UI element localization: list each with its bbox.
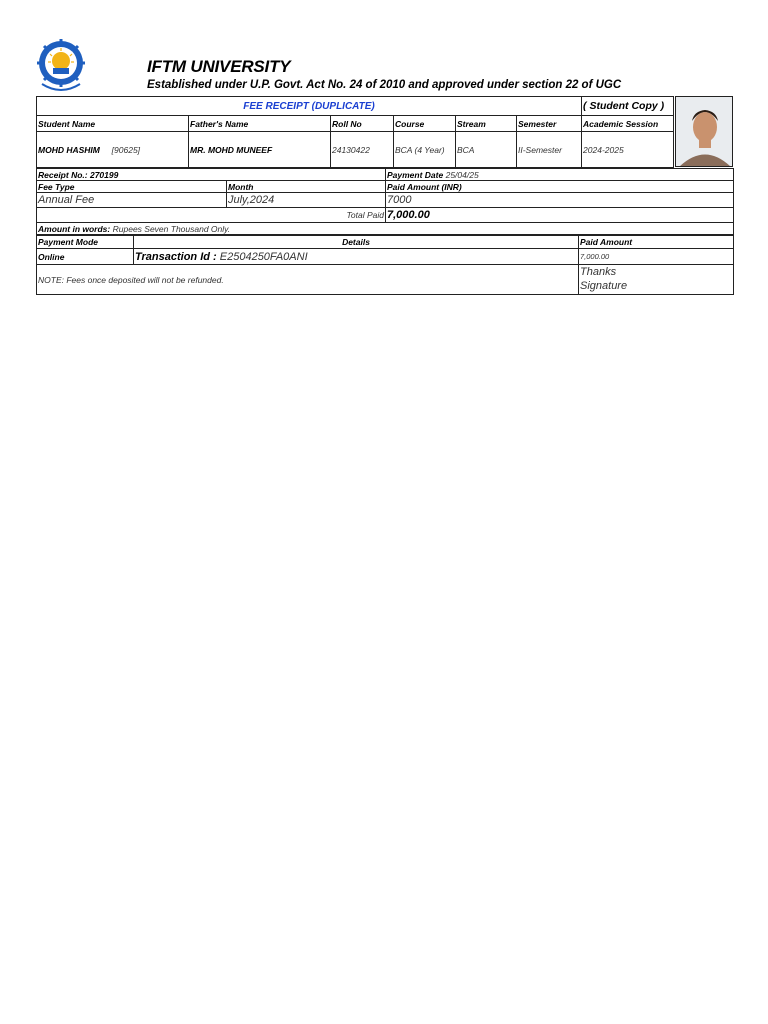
total-paid: 7,000.00 (386, 208, 734, 223)
receipt-title: FEE RECEIPT (DUPLICATE) (37, 97, 582, 116)
paid-amount-inr-label: Paid Amount (INR) (386, 181, 734, 193)
university-logo-icon (36, 38, 86, 94)
copy-label: ( Student Copy ) (582, 97, 674, 116)
signature-cell (579, 265, 734, 295)
payment-mode-label: Payment Mode (37, 236, 134, 249)
roll-no: 24130422 (331, 132, 394, 168)
signature-text: Signature (580, 280, 628, 292)
stream: BCA (456, 132, 517, 168)
payment-date: 25/04/25 (445, 169, 479, 180)
university-subtitle: Established under U.P. Govt. Act No. 24 of 2010 and approved under section 22 of UGC (147, 79, 622, 91)
column-student-name: Student Name (37, 116, 189, 132)
course: BCA (4 Year) (394, 132, 456, 168)
university-title: IFTM UNIVERSITY (147, 57, 291, 76)
month-label: Month (227, 181, 386, 193)
student-name: MOHD HASHIM (38, 144, 100, 155)
receipt-details-table (36, 235, 734, 295)
student-id: [90625] (111, 144, 141, 155)
payment-date-cell (386, 169, 734, 181)
fee-type: Annual Fee (37, 193, 227, 208)
fee-receipt (36, 96, 733, 295)
transaction-cell (134, 249, 579, 265)
column-academic-session: Academic Session (582, 116, 674, 132)
transaction-id: E2504250FA0ANI (219, 250, 308, 263)
receipt-payment-table (36, 168, 734, 235)
amount-words-cell (37, 223, 734, 235)
total-paid-label: Total Paid (37, 208, 386, 223)
column-course: Course (394, 116, 456, 132)
transaction-label: Transaction Id : (135, 250, 217, 263)
month: July,2024 (227, 193, 386, 208)
academic-session: 2024-2025 (582, 132, 674, 168)
semester: II-Semester (517, 132, 582, 168)
paid-amount-label: Paid Amount (579, 236, 734, 249)
column-father-name: Father's Name (189, 116, 331, 132)
column-semester: Semester (517, 116, 582, 132)
payment-mode: Online (37, 249, 134, 265)
amount-words-label: Amount in words: (38, 223, 111, 234)
refund-note: NOTE: Fees once deposited will not be refunded. (37, 265, 579, 295)
column-stream: Stream (456, 116, 517, 132)
student-name-cell (37, 132, 189, 168)
student-photo (675, 96, 733, 167)
fee-type-label: Fee Type (37, 181, 227, 193)
paid-amount: 7000 (386, 193, 734, 208)
receipt-top-table (36, 96, 674, 168)
details-label: Details (134, 236, 579, 249)
paid-amount-value: 7,000.00 (579, 249, 734, 265)
payment-date-label: Payment Date (387, 169, 444, 180)
receipt-no-cell (37, 169, 386, 181)
father-name: MR. MOHD MUNEEF (189, 132, 331, 168)
thanks-text: Thanks (580, 266, 617, 278)
amount-words: Rupees Seven Thousand Only. (112, 223, 231, 234)
receipt-no-label: Receipt No.: (38, 169, 88, 180)
receipt-no: 270199 (89, 169, 119, 180)
column-roll-no: Roll No (331, 116, 394, 132)
